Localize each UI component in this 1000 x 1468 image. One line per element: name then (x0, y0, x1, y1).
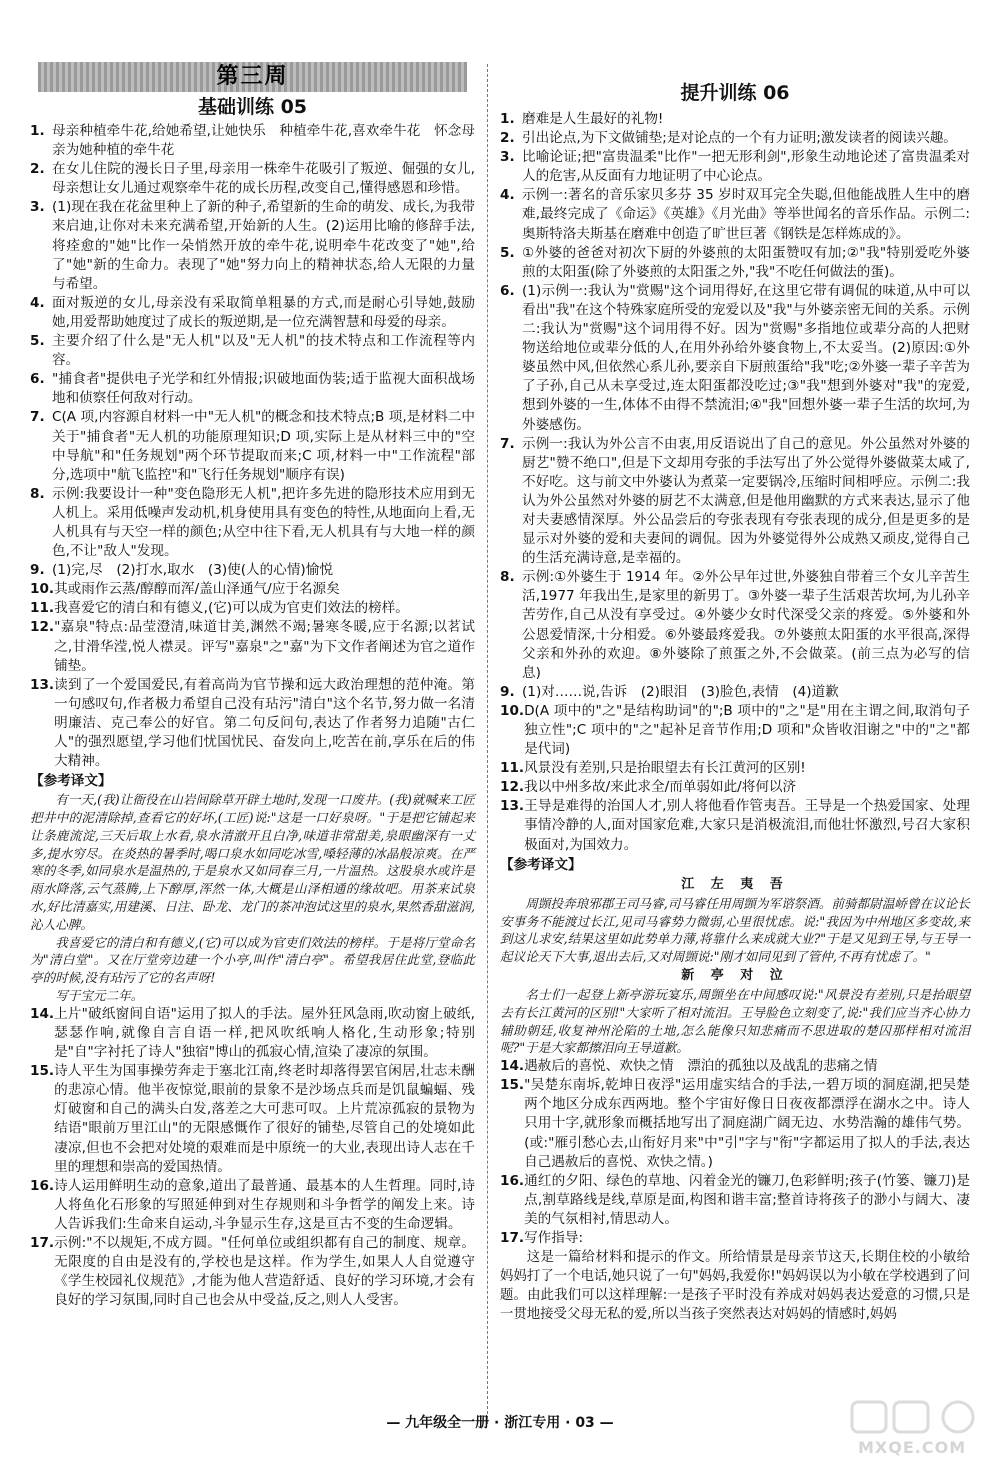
answer-number: 14. (30, 1005, 55, 1022)
answer-text: "嘉泉"特点:品莹澄清,味道甘美,渊然不竭;暑寒冬暖,应于名源;以茗试之,甘滑华滢,悦人襟灵。评写"嘉泉"之"嘉"为下文作者阐述为官之道作铺垫。 (54, 619, 475, 674)
translation-paragraph-1: 周顗投奔琅邪郡王司马睿,司马睿任用周顗为军谘祭酒。前骑都尉温峤曾在议论长安事务不能渡过长江,见司马睿势力微弱,心里很忧虑。说:"我因为中州地区多变故,来到这儿求安,结果这里如此势单力薄,将靠什么来成就大业?"于是又见到王导,与王导一起议论天下大事,退出去后,又对周顗说:"刚才如同见到了管仲,不再有忧虑了。" (500, 895, 970, 965)
answer-text: 风景没有差别,只是抬眼望去有长江黄河的区别! (524, 760, 806, 777)
answer-number: 13. (30, 676, 55, 693)
answer-text: 示例:"不以规矩,不成方圆。"任何单位或组织都有自己的制度、规章。无限度的自由是没有的,学校也是这样。作为学生,如果人人自觉遵守《学生校园礼仪规范》,才能为他人营造舒适、良好的学习环境,才会有良好的学习氛围,同时自己也会从中受益,反之,则人人受害。 (54, 1234, 475, 1309)
answer-text: 示例:①外婆生于 1914 年。②外公早年过世,外婆独自带着三个女儿辛苦生活,1977 年我出生,是家里的新男丁。③外婆一辈子生活艰苦坎坷,为儿孙辛苦劳作,自己从没有享受过。④外婆少女时代深受父亲的疼爱。⑤外婆和外公恩爱情深,十分相爱。⑥外婆最疼爱我。⑦外婆煎太阳蛋的水平很高,深得父亲和外孙的欢迎。⑧外婆除了煎蛋之外,不会做菜。(前三点为必写的信息) (522, 569, 970, 681)
answer-number: 6. (500, 282, 515, 299)
left-section-title: 基础训练 05 (197, 96, 308, 118)
translation-paragraph: 我喜爱它的清白和有德义,(它)可以成为官吏们效法的榜样。于是将厅堂命名为"清白堂"。又在厅堂旁边建一个小亭,叫作"清白亭"。希望我居住此堂,登临此亭的时候,没有玷污了它的名声呀! (30, 934, 475, 986)
answer-number: 2. (30, 161, 45, 178)
answer-item (500, 244, 970, 282)
answer-item (30, 599, 475, 618)
answer-item (30, 676, 475, 771)
answer-item (500, 148, 970, 186)
week-banner: 第三周 (38, 62, 467, 92)
answer-number: 5. (30, 333, 45, 350)
answer-text: (1)对……说,告诉 (2)眼泪 (3)脸色,表情 (4)道歉 (522, 683, 839, 700)
answer-number: 1. (500, 111, 515, 127)
answer-number: 10. (500, 702, 525, 719)
answer-number: 9. (30, 562, 45, 579)
answer-number: 4. (30, 294, 45, 311)
right-section-title: 提升训练 06 (680, 82, 790, 104)
translation-title-2: 新 亭 对 泣 (681, 967, 789, 983)
translation-paragraph: 有一天,(我)让衙役在山岩间除草开辟土地时,发现一口废井。(我)就喊来工匠把井中的泥清除掉,查看它的好坏,(工匠)说:"这是一口好泉呀。"于是把它铺起来让条鹿流淀,三天后取上水看,泉水清澈开且白净,味道非常甜美,泉眼幽深有一丈多,提水穷尽。在炎热的暑季时,喝口泉水如同吃冰雪,嗓轻薄的冰晶般凉爽。在严寒的冬季,如同泉水是温热的,于是泉水又如同春三月,一片温热。这股泉水或许是雨水降落,云气蒸腾,上下醇厚,浑然一体,大概是山泽相通的缘故吧。用茶来试泉水,好比清嘉实,用建溪、日注、卧龙、龙门的茶冲泡试这里的泉水,果然香甜滋润,沁人心脾。 (30, 792, 475, 932)
right-answer-list (500, 110, 970, 855)
answer-text: 在女儿住院的漫长日子里,母亲用一株牵牛花吸引了叛逆、倔强的女儿,母亲想让女儿通过观察牵牛花的成长历程,改变自己,懂得感恩和珍惜。 (52, 161, 475, 197)
answer-number: 8. (500, 569, 515, 586)
answer-number: 11. (500, 760, 525, 777)
answer-number: 15. (30, 1063, 55, 1080)
answer-item (500, 435, 970, 569)
answer-text: 通红的夕阳、绿色的草地、闪着金光的镰刀,色彩鲜明;孩子(竹篓、镰刀)是点,割草路线是线,草原是面,构图和谐丰富;整首诗将孩子的渺小与阔大、凄美的气氛相衬,情思动人。 (524, 1172, 970, 1227)
answer-text: "吴楚东南坼,乾坤日夜浮"运用虚实结合的手法,一碧万顷的洞庭湖,把吴楚两个地区分成东西两地。整个宇宙好像日日夜夜都漂浮在湖水之中。诗人只用十字,就形象而概括地写出了洞庭湖广阔无边、水势浩瀚的雄伟气势。(或:"雁引愁心去,山衔好月来"中"引"字与"衔"字都运用了拟人的手法,表达自己遇赦后的喜悦、欢快之情。) (524, 1077, 970, 1170)
answer-item (30, 198, 475, 293)
answer-text: 诗人运用鲜明生动的意象,道出了最普通、最基本的人生哲理。同时,诗人将鱼化石形象的写照延伸到对生存规则和斗争哲学的阐发上来。诗人告诉我们:生命来自运动,斗争显示生存,这是亘古不变的生命逻辑。 (54, 1177, 475, 1232)
left-answer-list (30, 122, 475, 771)
answer-text: (1)示例一:我认为"赏赐"这个词用得好,在这里它带有调侃的味道,从中可以看出"我"在这个特殊家庭所受的宠爱以及"我"与外婆亲密无间的关系。示例二:我认为"赏赐"这个词用得不好。因为"赏赐"多指地位或辈分高的人把财物送给地位或辈分低的人,在用外孙给外婆食物上,不太妥当。(2)原因:①外婆虽然中风,但依然心系儿孙,要亲自下厨煎蛋给"我"吃;②外婆一辈子辛苦为了子孙,自己从未享受过,连太阳蛋都没吃过;③"我"想到外婆对"我"的宠爱,想到外婆的一生,体体不由得不禁流泪;④"我"回想外婆一辈子生活的坎坷,为外婆感伤。 (522, 282, 970, 433)
answer-number: 3. (500, 149, 515, 166)
answer-text: 面对叛逆的女儿,母亲没有采取简单粗暴的方式,而是耐心引导她,鼓励她,用爱帮助她度过了成长的叛逆期,是一位充满智慧和母爱的母亲。 (52, 294, 475, 330)
answer-item (500, 568, 970, 683)
answer-text: 诗人平生为国事操劳奔走于塞北江南,终老时却落得罢官闲居,壮志未酬的悲凉心情。他半夜惊觉,眼前的景象不是沙场点兵而是饥鼠蝙蝠、残灯破窗和自己的满头白发,落差之大可悲可叹。上片荒凉孤寂的景物为结语"眼前万里江山"的无限感慨作了很好的铺垫,尽管自己的处境如此凄凉,但也不会把对处境的艰难而是中原统一的大业,表现出诗人志在千里的理想和崇高的爱国热情。 (54, 1063, 475, 1175)
answer-item (30, 561, 475, 580)
answer-text: 示例一:著名的音乐家贝多芬 35 岁时双耳完全失聪,但他能战胜人生中的磨难,最终完成了《命运》《英雄》《月光曲》等举世闻名的音乐作品。示例二:奥斯特洛夫斯基在磨难中创造了旷世巨著《钢铁是怎样炼成的》。 (522, 187, 970, 242)
page-footer: — 九年级全一册 · 浙江专用 · 03 — (386, 1415, 614, 1431)
answer-item (30, 294, 475, 332)
answer-text: (1)现在我在花盆里种上了新的种子,希望新的生命的萌发、成长,为我带来启迪,让你对未来充满希望,开始新的人生。(2)运用比喻的修辞手法,将痊愈的"她"比作一朵悄然开放的牵牛花,说明牵牛花改变了"她",给了"她"新的生命力。表现了"她"努力向上的精神状态,给人无限的力量与希望。 (52, 199, 475, 292)
answer-text: 遇赦后的喜悦、欢快之情 漂泊的孤独以及战乱的悲痛之情 (524, 1058, 878, 1075)
answer-text: D(A 项中的"之"是结构助词"的";B 项中的"之"是"用在主谓之间,取消句子独立性";C 项中的"之"起补足音节作用;D 项和"众皆收泪谢之"中的"之"都是代词) (524, 702, 970, 758)
answer-item (30, 332, 475, 370)
left-translation (30, 791, 475, 1005)
answer-item (500, 282, 970, 435)
answer-text: 主要介绍了什么是"无人机"以及"无人机"的技术特点和工作流程等内容。 (52, 333, 475, 369)
answer-number: 11. (30, 600, 55, 617)
answer-number: 8. (30, 485, 45, 502)
translation-title-1: 江 左 夷 吾 (681, 876, 789, 892)
answer-item (500, 110, 970, 129)
answer-item (30, 408, 475, 484)
answer-item (30, 485, 475, 561)
answer-text: 我以中州多故/来此求全/而单弱如此/将何以济 (524, 779, 797, 796)
answer-text: 示例:我要设计一种"变色隐形无人机",把许多先进的隐形技术应用到无人机上。采用低噪声发动机,机身使用具有变色的特性,从地面向上看,无人机具有与天空一样的颜色;从空中往下看,无人机具有与大地一样的颜色,不让"敌人"发现。 (52, 485, 475, 560)
answer-item (500, 129, 970, 148)
left-reference-label: 【参考译文】 (30, 773, 112, 790)
answer-item (500, 759, 970, 778)
answer-number: 13. (500, 798, 525, 815)
answer-text: 读到了一个爱国爱民,有着高尚为官节操和远大政治理想的范仲淹。第一句感叹句,作者极力希望自己没有玷污"清白"这个名节,努力做一名清明廉洁、克己奉公的好官。第二句反问句,表达了作者努力追随"古仁人"的强烈愿望,学习他们忧国忧民、奋发向上,吃苦在前,享乐在后的伟大精神。 (54, 676, 475, 770)
answer-number: 7. (500, 435, 515, 452)
answer-text: 其或雨作云蒸/醇醇而浑/盖山泽通气/应于名源矣 (54, 581, 340, 598)
answer-number: 3. (30, 199, 45, 216)
answer-number: 10. (30, 581, 55, 598)
translation-paragraph-2: 名士们一起登上新亭游玩宴乐,周顗坐在中间感叹说:"风景没有差别,只是抬眼望去有长江黄河的区别!"大家听了相对流泪。王导脸色立刻变了,说:"我们应当齐心协力辅助朝廷,收复神州沦陷的土地,怎么能像只知悲痛而不思进取的楚囚那样相对流泪呢?"于是大家都擦泪向王导道歉。 (500, 986, 970, 1056)
answer-item (30, 1062, 475, 1177)
answer-item (30, 1005, 475, 1062)
answer-number: 16. (500, 1172, 525, 1189)
answer-number: 6. (30, 371, 45, 388)
answer-text: 我喜爱它的清白和有德义,(它)可以成为官吏们效法的榜样。 (54, 600, 409, 617)
answer-number: 4. (500, 187, 515, 204)
answer-item (500, 683, 970, 702)
answer-number: 9. (500, 683, 515, 700)
answer-item (500, 797, 970, 854)
answer-number: 17. (500, 1229, 525, 1246)
watermark-logo (848, 1398, 988, 1462)
answer-text: 示例一:我认为外公言不由衷,用反语说出了自己的意见。外公虽然对外婆的厨艺"赞不绝口",但是下文却用夸张的手法写出了外公觉得外婆做菜太咸了,不好吃。这与前文中外婆认为煮菜一定要锅冷,压缩时间相呼应。示例二:我认为外公虽然对外婆的厨艺不太满意,但是他用幽默的方式来表达,显示了他对夫妻感情深厚。外公品尝后的夸张表现有夸张表现的成分,但是更多的是显示对外婆的爱和夫妻间的调侃。因为外婆觉得外公成熟又顽皮,觉得自己的生活充满诗意,是幸福的。 (522, 435, 970, 567)
answer-text: 磨难是人生最好的礼物! (522, 111, 664, 127)
answer-text: 比喻论证;把"富贵温柔"比作"一把无形利剑",形象生动地论述了富贵温柔对人的危害,从反面有力地证明了中心论点。 (522, 149, 970, 185)
answer-item (500, 1076, 970, 1171)
right-column (500, 62, 970, 1324)
answer-item (500, 702, 970, 759)
column-divider (487, 64, 488, 1424)
answer-text: 引出论点,为下文做铺垫;是对论点的一个有力证明;激发读者的阅读兴趣。 (522, 130, 957, 147)
answer-text: "捕食者"提供电子光学和红外情报;识破地面伪装;适于监视大面积战场地和侦察任何敌对行动。 (52, 371, 475, 407)
answer-number: 15. (500, 1077, 525, 1094)
right-reference-label: 【参考译文】 (500, 856, 582, 873)
answer-text: 母亲种植牵牛花,给她希望,让她快乐 种植牵牛花,喜欢牵牛花 怀念母亲为她种植的牵牛花 (52, 123, 475, 159)
answer-item (500, 778, 970, 797)
answer-text: C(A 项,内容源自材料一中"无人机"的概念和技术特点;B 项,是材料二中关于"捕食者"无人机的功能原理知识;D 项,实际上是从材料三中的"空中导航"和"任务规划"两个环节提取而来;C 项,材料一中"工作流程"部分,选项中"航飞监控"和"飞行任务规划"顺序有误) (52, 409, 475, 483)
answer-item (30, 618, 475, 675)
answer-number: 2. (500, 130, 515, 147)
essay-guidance: 这是一篇给材料和提示的作文。所给情景是母亲节这天,长期住校的小敏给妈妈打了一个电话,她只说了一句"妈妈,我爱你!"妈妈误以为小敏在学校遇到了问题。由此我们可以这样理解:一是孩子平时没有养成对妈妈表达爱意的习惯,只是一贯地接受父母无私的爱,所以当孩子突然表达对妈妈的情感时,妈妈 (500, 1250, 970, 1323)
answer-item (30, 1177, 475, 1234)
left-column (30, 62, 475, 1310)
answer-text: (1)完,尽 (2)打水,取水 (3)使(人的心情)愉悦 (52, 562, 333, 579)
watermark-text: MXQE.COM (858, 1438, 967, 1457)
answer-item (500, 1057, 970, 1076)
answer-number: 14. (500, 1058, 525, 1075)
answer-item (30, 580, 475, 599)
answer-item (30, 160, 475, 198)
answer-item (500, 1172, 970, 1229)
answer-text: 上片"破纸窗间自语"运用了拟人的手法。屋外狂风急雨,吹动窗上破纸,瑟瑟作响,就像自言自语一样,把风吹纸响人格化,生动形象;特别是"自"字衬托了诗人"独宿"博山的孤寂心情,渲染了凄凉的氛围。 (54, 1005, 475, 1061)
answer-text: ①外婆的爸爸对初次下厨的外婆煎的太阳蛋赞叹有加;②"我"特别爱吃外婆煎的太阳蛋(除了外婆煎的太阳蛋之外,"我"不吃任何做法的蛋)。 (522, 244, 970, 280)
answer-number: 1. (30, 123, 45, 139)
answer-number: 17. (30, 1234, 55, 1251)
answer-number: 12. (30, 619, 55, 636)
answer-item (30, 370, 475, 408)
answer-item (30, 1234, 475, 1310)
answer-text: 王导是难得的治国人才,别人将他看作管夷吾。王导是一个热爱国家、处理事情冷静的人,面对国家危难,大家只是消极流泪,而他壮怀激烈,号召大家积极面对,为国效力。 (524, 798, 970, 853)
left-answer-list-2 (30, 1005, 475, 1311)
answer-number: 12. (500, 779, 525, 796)
translation-paragraph: 写于宝元二年。 (55, 988, 144, 1004)
answer-number: 16. (30, 1177, 55, 1194)
answer-number: 7. (30, 409, 45, 426)
right-answer-list-2 (500, 1057, 970, 1248)
answer-item (30, 122, 475, 160)
answer-text: 写作指导: (524, 1229, 584, 1246)
answer-number: 5. (500, 244, 515, 261)
watermark-icon (848, 1398, 988, 1438)
answer-item (500, 186, 970, 243)
answer-item (500, 1229, 970, 1248)
